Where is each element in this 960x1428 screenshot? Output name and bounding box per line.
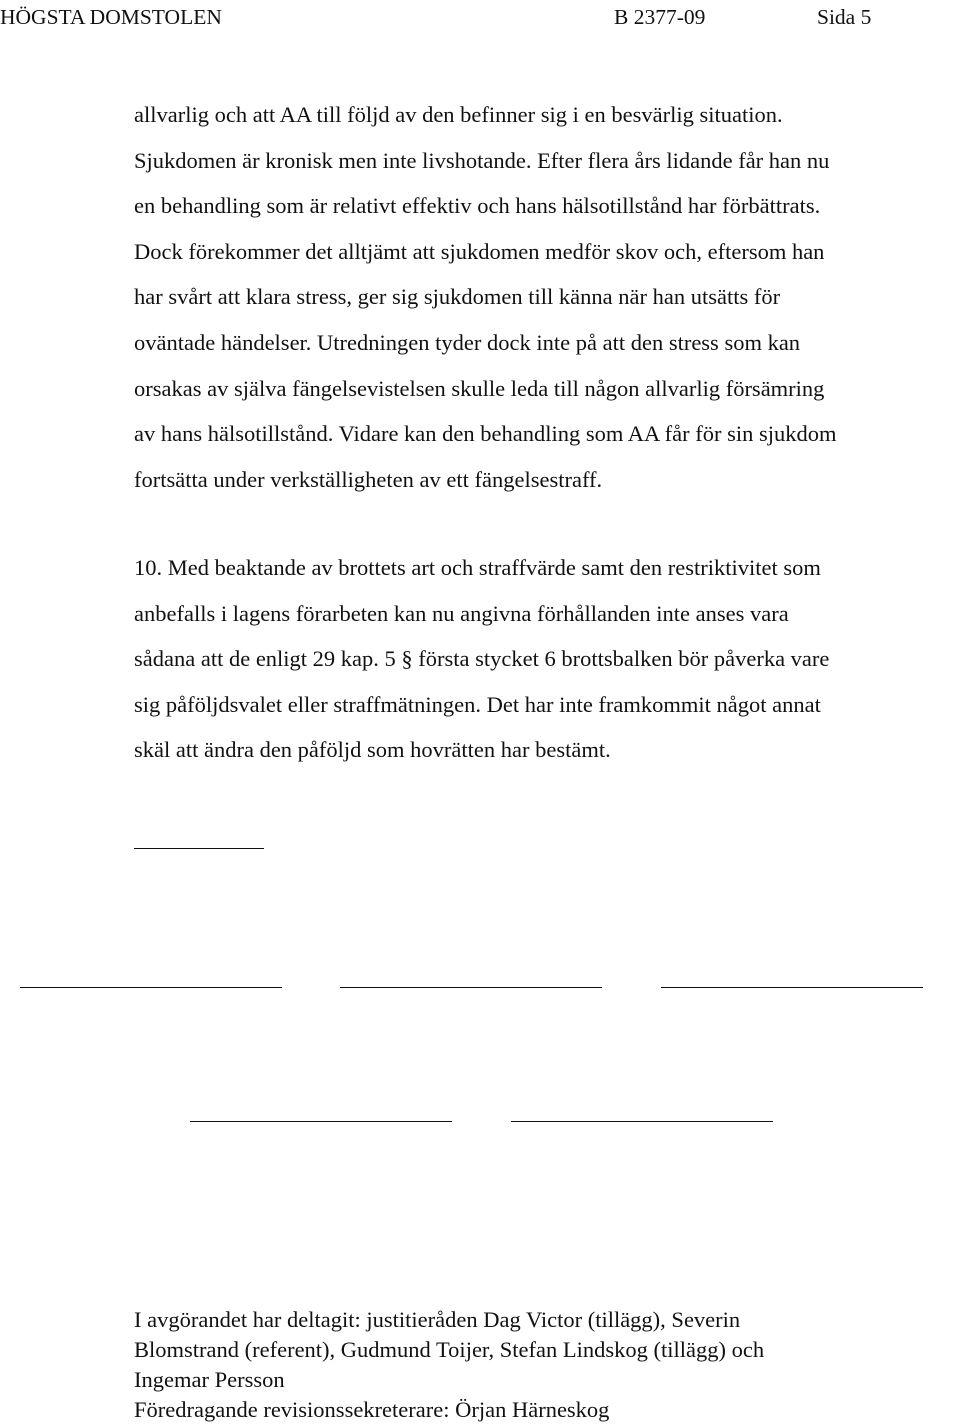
end-rule [134,848,264,849]
paragraph-continued [134,92,960,502]
court-name: HÖGSTA DOMSTOLEN [0,5,222,29]
text-line: fortsätta under verkställigheten av ett fängelsestraff. [134,466,603,492]
text-line: sig påföljdsvalet eller straffmätningen. Det har inte framkommit något annat [134,691,821,717]
signature-line [511,1121,773,1122]
text-line: Dock förekommer det alltjämt att sjukdomen medför skov och, eftersom han [134,238,825,264]
text-line: 10. Med beaktande av brottets art och straffvärde samt den restriktivitet som [134,555,821,580]
text-line: Sjukdomen är kronisk men inte livshotande. Efter flera års lidande får han nu [134,147,830,173]
signature-line [340,987,602,988]
text-line: sådana att de enligt 29 kap. 5 § första stycket 6 brottsbalken bör påverka vare [134,646,830,672]
text-line: skäl att ändra den påföljd som hovrätten har bestämt. [134,737,611,763]
footer-line: Ingemar Persson [134,1367,285,1392]
signature-line [190,1121,452,1122]
page-header [0,3,960,31]
participants-note [134,1305,960,1425]
case-number: B 2377-09 [614,5,706,29]
footer-line: I avgörandet har deltagit: justitieråden Dag Victor (tillägg), Severin [134,1307,741,1332]
text-line: har svårt att klara stress, ger sig sjukdomen till känna när han utsätts för [134,284,781,310]
text-line: anbefalls i lagens förarbeten kan nu angivna förhållanden inte anses vara [134,600,789,626]
paragraph-10 [134,545,960,773]
signature-line [661,987,923,988]
footer-line: Föredragande revisionssekreterare: Örjan Härneskog [134,1397,610,1422]
text-line: allvarlig och att AA till följd av den befinner sig i en besvärlig situation. [134,102,783,127]
text-line: en behandling som är relativt effektiv och hans hälsotillstånd har förbättrats. [134,193,821,219]
text-line: oväntade händelser. Utredningen tyder dock inte på att den stress som kan [134,329,801,355]
text-line: av hans hälsotillstånd. Vidare kan den behandling som AA får för sin sjukdom [134,421,837,447]
text-line: orsakas av själva fängelsevistelsen skulle leda till någon allvarlig försämring [134,375,825,401]
signature-line [20,987,282,988]
footer-line: Blomstrand (referent), Gudmund Toijer, Stefan Lindskog (tillägg) och [134,1337,765,1362]
page-number: Sida 5 [817,5,872,29]
